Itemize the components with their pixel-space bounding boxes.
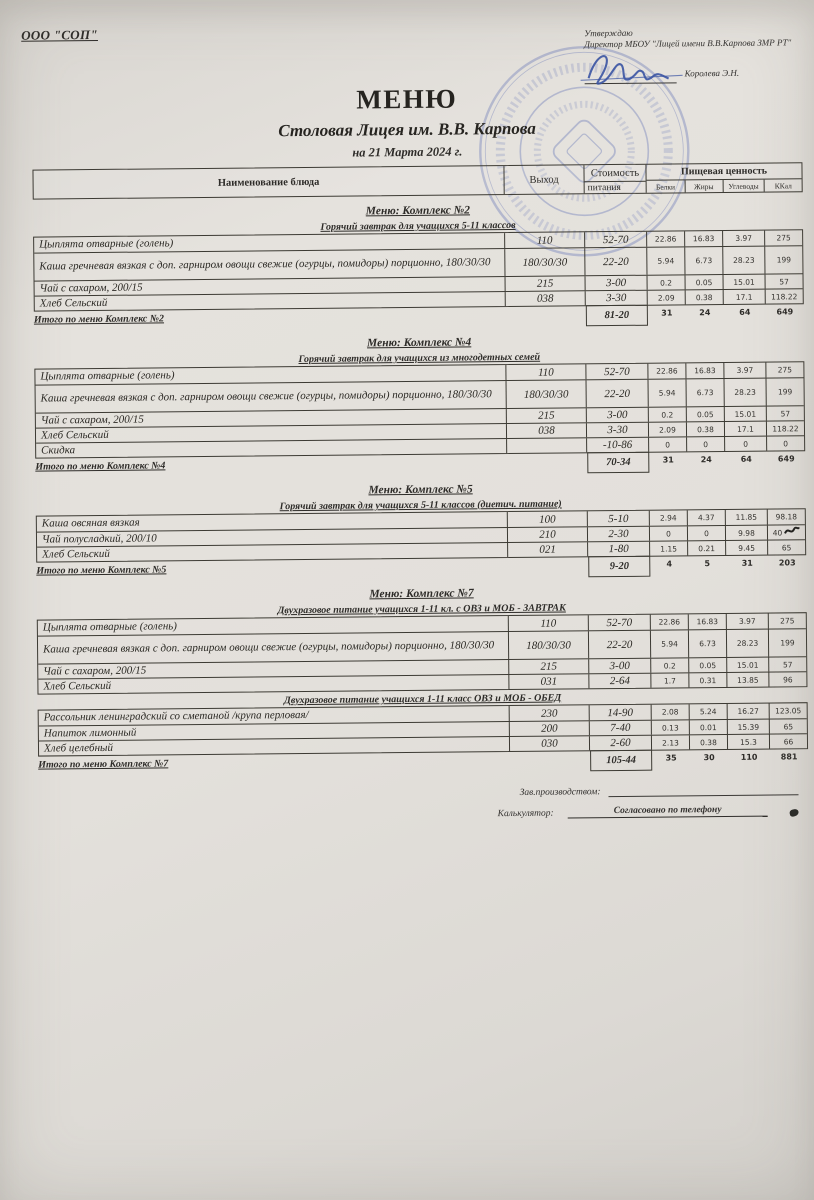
menu-complex-title: Меню: Комплекс №4 — [366, 336, 472, 350]
cost-cell: 2-30 — [587, 527, 649, 542]
fat-cell: 0.05 — [686, 407, 724, 421]
total-protein: 4 — [666, 559, 673, 569]
signer-name: Королева Э.Н. — [684, 67, 740, 79]
cost-cell: 2-64 — [588, 674, 650, 689]
protein-cell: 2.13 — [651, 735, 689, 749]
output-cell: 180/30/30 — [508, 631, 588, 659]
cost-cell: 3-00 — [588, 659, 650, 674]
dish-name: Каша гречневая вязкая с доп. гарниром овощи свежие (огурцы, помидоры) порционно, 180/30/30 — [43, 639, 495, 656]
menu-group-subtitle: Двухразовое питание учащихся 1-11 класс ОВЗ и МОБ - ОБЕД — [283, 692, 562, 707]
kcal-cell: 275 — [765, 362, 803, 377]
fat-cell: 0.38 — [686, 422, 724, 436]
protein-cell: 22.86 — [647, 363, 685, 378]
cost-cell: 1-80 — [587, 542, 649, 557]
total-carbs: 64 — [739, 307, 751, 317]
col-cost-line2: питания — [585, 181, 646, 194]
total-kcal: 649 — [776, 307, 794, 317]
carbs-cell: 11.85 — [725, 510, 767, 525]
dish-name: Хлеб Сельский — [42, 547, 110, 561]
output-cell: 210 — [507, 527, 587, 542]
fat-cell: 0 — [686, 437, 724, 451]
total-cost-cell: 81-20 — [586, 305, 648, 327]
col-cost — [583, 165, 645, 194]
dish-name: Каша гречневая вязкая с доп. гарниром овощи свежие (огурцы, помидоры) порционно, 180/30/30 — [39, 256, 491, 273]
protein-cell: 2.94 — [649, 510, 687, 525]
output-cell: 200 — [509, 721, 589, 736]
dish-name: Цыплята отварные (голень) — [39, 237, 174, 251]
kcal-cell: 65 — [769, 719, 807, 733]
dish-name: Каша гречневая вязкая с доп. гарниром овощи свежие (огурцы, помидоры) порционно, 180/30/30 — [40, 388, 492, 405]
pen-scribble — [784, 525, 800, 536]
kcal-cell: 57 — [768, 657, 806, 671]
carbs-cell: 15.01 — [723, 275, 765, 289]
protein-cell: 0.2 — [647, 275, 685, 289]
total-carbs: 64 — [740, 454, 752, 464]
output-cell: 215 — [506, 408, 586, 423]
kcal-cell: 65 — [767, 540, 805, 554]
menu-table — [36, 508, 806, 562]
col-output: Выход — [503, 165, 583, 194]
signature-line — [584, 57, 676, 84]
fat-cell: 16.83 — [688, 614, 726, 629]
carbs-cell: 28.23 — [726, 630, 768, 657]
kcal-cell: 118.22 — [765, 289, 803, 303]
carbs-cell: 15.3 — [727, 735, 769, 749]
fat-cell: 0.05 — [685, 275, 723, 289]
nutrition-col-1: Жиры — [684, 180, 722, 192]
approval-block — [584, 26, 809, 84]
total-fat: 24 — [700, 455, 712, 465]
calculator-line — [498, 804, 799, 819]
col-nutrition-title: Пищевая ценность — [680, 165, 768, 178]
carbs-cell: 9.45 — [725, 541, 767, 555]
output-cell: 110 — [508, 615, 588, 631]
output-cell: 215 — [508, 659, 588, 674]
fat-cell: 6.73 — [684, 247, 722, 274]
carbs-cell: 3.97 — [726, 614, 768, 629]
output-cell: 180/30/30 — [506, 380, 586, 408]
fat-cell: 0.31 — [688, 673, 726, 687]
total-protein: 35 — [665, 753, 677, 763]
carbs-cell: 13.85 — [726, 673, 768, 687]
output-cell: 180/30/30 — [504, 248, 584, 276]
fat-cell: 4.37 — [687, 510, 725, 525]
dish-name: Хлеб Сельский — [40, 428, 109, 442]
output-cell — [506, 438, 586, 453]
total-fat: 5 — [704, 559, 711, 569]
carbs-cell: 28.23 — [724, 379, 766, 406]
col-cost-line1: Стоимость — [590, 167, 640, 179]
kcal-cell: 98.18 — [767, 509, 805, 524]
cost-cell: 22-20 — [586, 380, 648, 408]
cost-cell: 3-30 — [586, 423, 648, 438]
protein-cell: 0 — [648, 437, 686, 451]
kcal-cell: 96 — [768, 672, 806, 686]
fat-cell: 0.05 — [688, 658, 726, 672]
carbs-cell: 17.1 — [724, 422, 766, 436]
kcal-cell: 275 — [768, 613, 806, 628]
org-name: ООО "СОП" — [21, 26, 98, 43]
cost-cell: 5-10 — [587, 511, 649, 527]
total-kcal: 881 — [780, 752, 798, 762]
production-manager-line — [520, 785, 799, 798]
fat-cell: 5.24 — [689, 704, 727, 719]
protein-cell: 0.2 — [650, 658, 688, 672]
dish-name: Чай с сахаром, 200/15 — [43, 664, 147, 678]
carbs-cell: 17.1 — [723, 290, 765, 304]
fat-cell: 0.38 — [685, 290, 723, 304]
protein-cell: 5.94 — [646, 247, 684, 274]
menu-table — [38, 702, 808, 756]
cost-cell: 52-70 — [588, 615, 650, 631]
menu-table — [34, 361, 805, 458]
protein-cell: 0 — [649, 526, 687, 540]
kcal-cell: 199 — [764, 246, 802, 273]
total-cost-cell: 70-34 — [587, 452, 649, 474]
output-cell: 031 — [508, 674, 588, 689]
menu-complex-title: Меню: Комплекс №5 — [368, 483, 473, 497]
dish-name: Цыплята отварные (голень) — [42, 620, 177, 634]
total-carbs: 110 — [740, 752, 758, 762]
footer-block — [38, 785, 808, 823]
dish-name: Чай с сахаром, 200/15 — [39, 281, 143, 295]
cost-cell: 3-00 — [585, 276, 647, 291]
approval-word: Утверждаю — [584, 27, 633, 39]
carbs-cell: 15.39 — [727, 720, 769, 734]
fat-cell: 0 — [687, 526, 725, 540]
protein-cell: 2.08 — [651, 704, 689, 719]
menu-date: на 21 Марта 2024 г. — [352, 144, 463, 160]
kcal-cell: 199 — [765, 378, 803, 405]
total-protein: 31 — [662, 455, 674, 465]
protein-cell: 5.94 — [650, 630, 688, 657]
menu-group-subtitle: Горячий завтрак для учащихся 5-11 классов (диетич. питание) — [279, 498, 562, 513]
total-fat: 24 — [699, 308, 711, 318]
total-kcal: 649 — [777, 454, 795, 464]
total-fat: 30 — [703, 753, 715, 763]
cost-cell: 14-90 — [589, 705, 651, 721]
total-kcal: 203 — [778, 558, 796, 568]
menu-group-subtitle: Двухразовое питание учащихся 1-11 кл. с ОВЗ и МОБ - ЗАВТРАК — [277, 602, 566, 617]
menu-complex-title: Меню: Комплекс №2 — [365, 204, 471, 218]
output-cell: 038 — [505, 291, 585, 306]
protein-cell: 22.86 — [646, 231, 684, 246]
page-subtitle: Столовая Лицея им. В.В. Карпова — [278, 118, 536, 141]
protein-cell: 2.09 — [648, 422, 686, 436]
output-cell: 021 — [507, 542, 587, 557]
section-total-label: Итого по меню Комплекс №5 — [36, 564, 167, 577]
menu-section — [36, 480, 807, 582]
kcal-cell: 123.05 — [769, 703, 807, 718]
dish-name: Хлеб целебный — [43, 741, 114, 755]
cost-cell: 3-30 — [585, 291, 647, 306]
dish-name: Скидка — [41, 443, 76, 457]
carbs-cell: 28.23 — [722, 247, 764, 274]
cost-cell: -10-86 — [586, 438, 648, 453]
fat-cell: 0.38 — [689, 735, 727, 749]
nutrition-subcolumns — [647, 178, 802, 192]
output-cell: 100 — [507, 511, 587, 527]
table-header — [32, 162, 802, 199]
dish-name: Каша овсяная вязкая — [41, 516, 140, 530]
menu-sections — [33, 201, 808, 776]
dish-name: Хлеб Сельский — [43, 679, 112, 693]
protein-cell: 2.09 — [647, 290, 685, 304]
dish-name: Хлеб Сельский — [39, 296, 108, 310]
nutrition-col-3: ККал — [764, 179, 802, 191]
output-cell: 110 — [505, 364, 585, 380]
kcal-cell: 57 — [766, 406, 804, 420]
protein-cell: 1.15 — [649, 541, 687, 555]
fat-cell: 0.21 — [687, 541, 725, 555]
carbs-cell: 16.27 — [727, 704, 769, 719]
output-cell: 215 — [505, 276, 585, 291]
protein-cell: 22.86 — [650, 614, 688, 629]
page-title: МЕНЮ — [356, 83, 458, 115]
carbs-cell: 0 — [724, 437, 766, 451]
carbs-cell: 3.97 — [722, 231, 764, 246]
fat-cell: 16.83 — [685, 363, 723, 378]
total-cost-cell: 105-44 — [590, 750, 652, 772]
protein-cell: 0.2 — [648, 407, 686, 421]
menu-section — [33, 201, 804, 331]
carbs-cell: 9.98 — [725, 526, 767, 540]
menu-group-subtitle: Горячий завтрак для учащихся из многодетных семей — [298, 351, 541, 366]
nutrition-col-0: Белки — [655, 181, 676, 192]
kcal-cell: 118.22 — [766, 421, 804, 435]
fat-cell: 6.73 — [686, 379, 724, 406]
menu-complex-title: Меню: Комплекс №7 — [369, 587, 474, 601]
fat-cell: 16.83 — [684, 231, 722, 246]
production-manager-signature-line — [608, 785, 798, 797]
menu-section — [34, 333, 805, 478]
cost-cell: 22-20 — [588, 631, 650, 659]
cost-cell: 52-70 — [584, 232, 646, 248]
output-cell: 038 — [506, 423, 586, 438]
section-total-label: Итого по меню Комплекс №7 — [38, 758, 169, 771]
cost-cell: 2-60 — [589, 736, 651, 751]
carbs-cell: 15.01 — [724, 407, 766, 421]
kcal-cell: 275 — [764, 230, 802, 245]
ink-blot — [789, 808, 799, 817]
output-cell: 110 — [504, 232, 584, 248]
total-protein: 31 — [661, 308, 673, 318]
dish-name: Чай полусладкий, 200/10 — [41, 532, 157, 546]
calculator-label: Калькулятор: — [497, 808, 554, 820]
col-dish-name: Наименование блюда — [217, 176, 320, 189]
nutrition-col-2: Углеводы — [722, 180, 764, 192]
dish-name: Чай с сахаром, 200/15 — [40, 413, 144, 427]
col-nutrition — [645, 163, 801, 192]
total-carbs: 31 — [741, 558, 753, 568]
carbs-cell: 3.97 — [723, 363, 765, 378]
fat-cell: 0.01 — [689, 720, 727, 734]
menu-content — [32, 162, 808, 823]
cost-cell: 22-20 — [584, 248, 646, 276]
calculator-value: Согласовано по телефону — [568, 805, 768, 819]
dish-name: Цыплята отварные (голень) — [40, 369, 175, 383]
fat-cell: 6.73 — [688, 630, 726, 657]
section-total-label: Итого по меню Комплекс №2 — [33, 313, 165, 326]
kcal-cell: 199 — [768, 629, 806, 656]
production-manager-label: Зав.производством: — [519, 787, 601, 798]
menu-group-subtitle: Горячий завтрак для учащихся 5-11 классов — [320, 219, 516, 233]
cost-cell: 52-70 — [585, 364, 647, 380]
kcal-cell: 0 — [766, 436, 804, 450]
protein-cell: 1.7 — [650, 673, 688, 687]
menu-section — [37, 584, 809, 776]
cost-cell: 3-00 — [586, 408, 648, 423]
kcal-cell: 57 — [765, 274, 803, 288]
cost-cell: 7-40 — [589, 721, 651, 736]
section-total-label: Итого по меню Комплекс №4 — [35, 460, 166, 473]
menu-table — [33, 229, 804, 311]
carbs-cell: 15.01 — [726, 658, 768, 672]
menu-table — [37, 612, 808, 694]
dish-name: Напиток лимонный — [43, 726, 137, 740]
kcal-cell: 66 — [769, 734, 807, 748]
kcal-cell: 40 — [767, 525, 805, 539]
protein-cell: 5.94 — [648, 379, 686, 406]
approval-director: Директор МБОУ "Лицей имени В.В.Карпова ЗМР РТ" — [584, 37, 792, 50]
output-cell: 030 — [509, 736, 589, 751]
dish-name: Рассольник ленинградский со сметаной /крупа перловая/ — [43, 709, 309, 724]
total-cost-cell: 9-20 — [588, 556, 650, 578]
protein-cell: 0.13 — [651, 720, 689, 734]
output-cell: 230 — [509, 705, 589, 721]
